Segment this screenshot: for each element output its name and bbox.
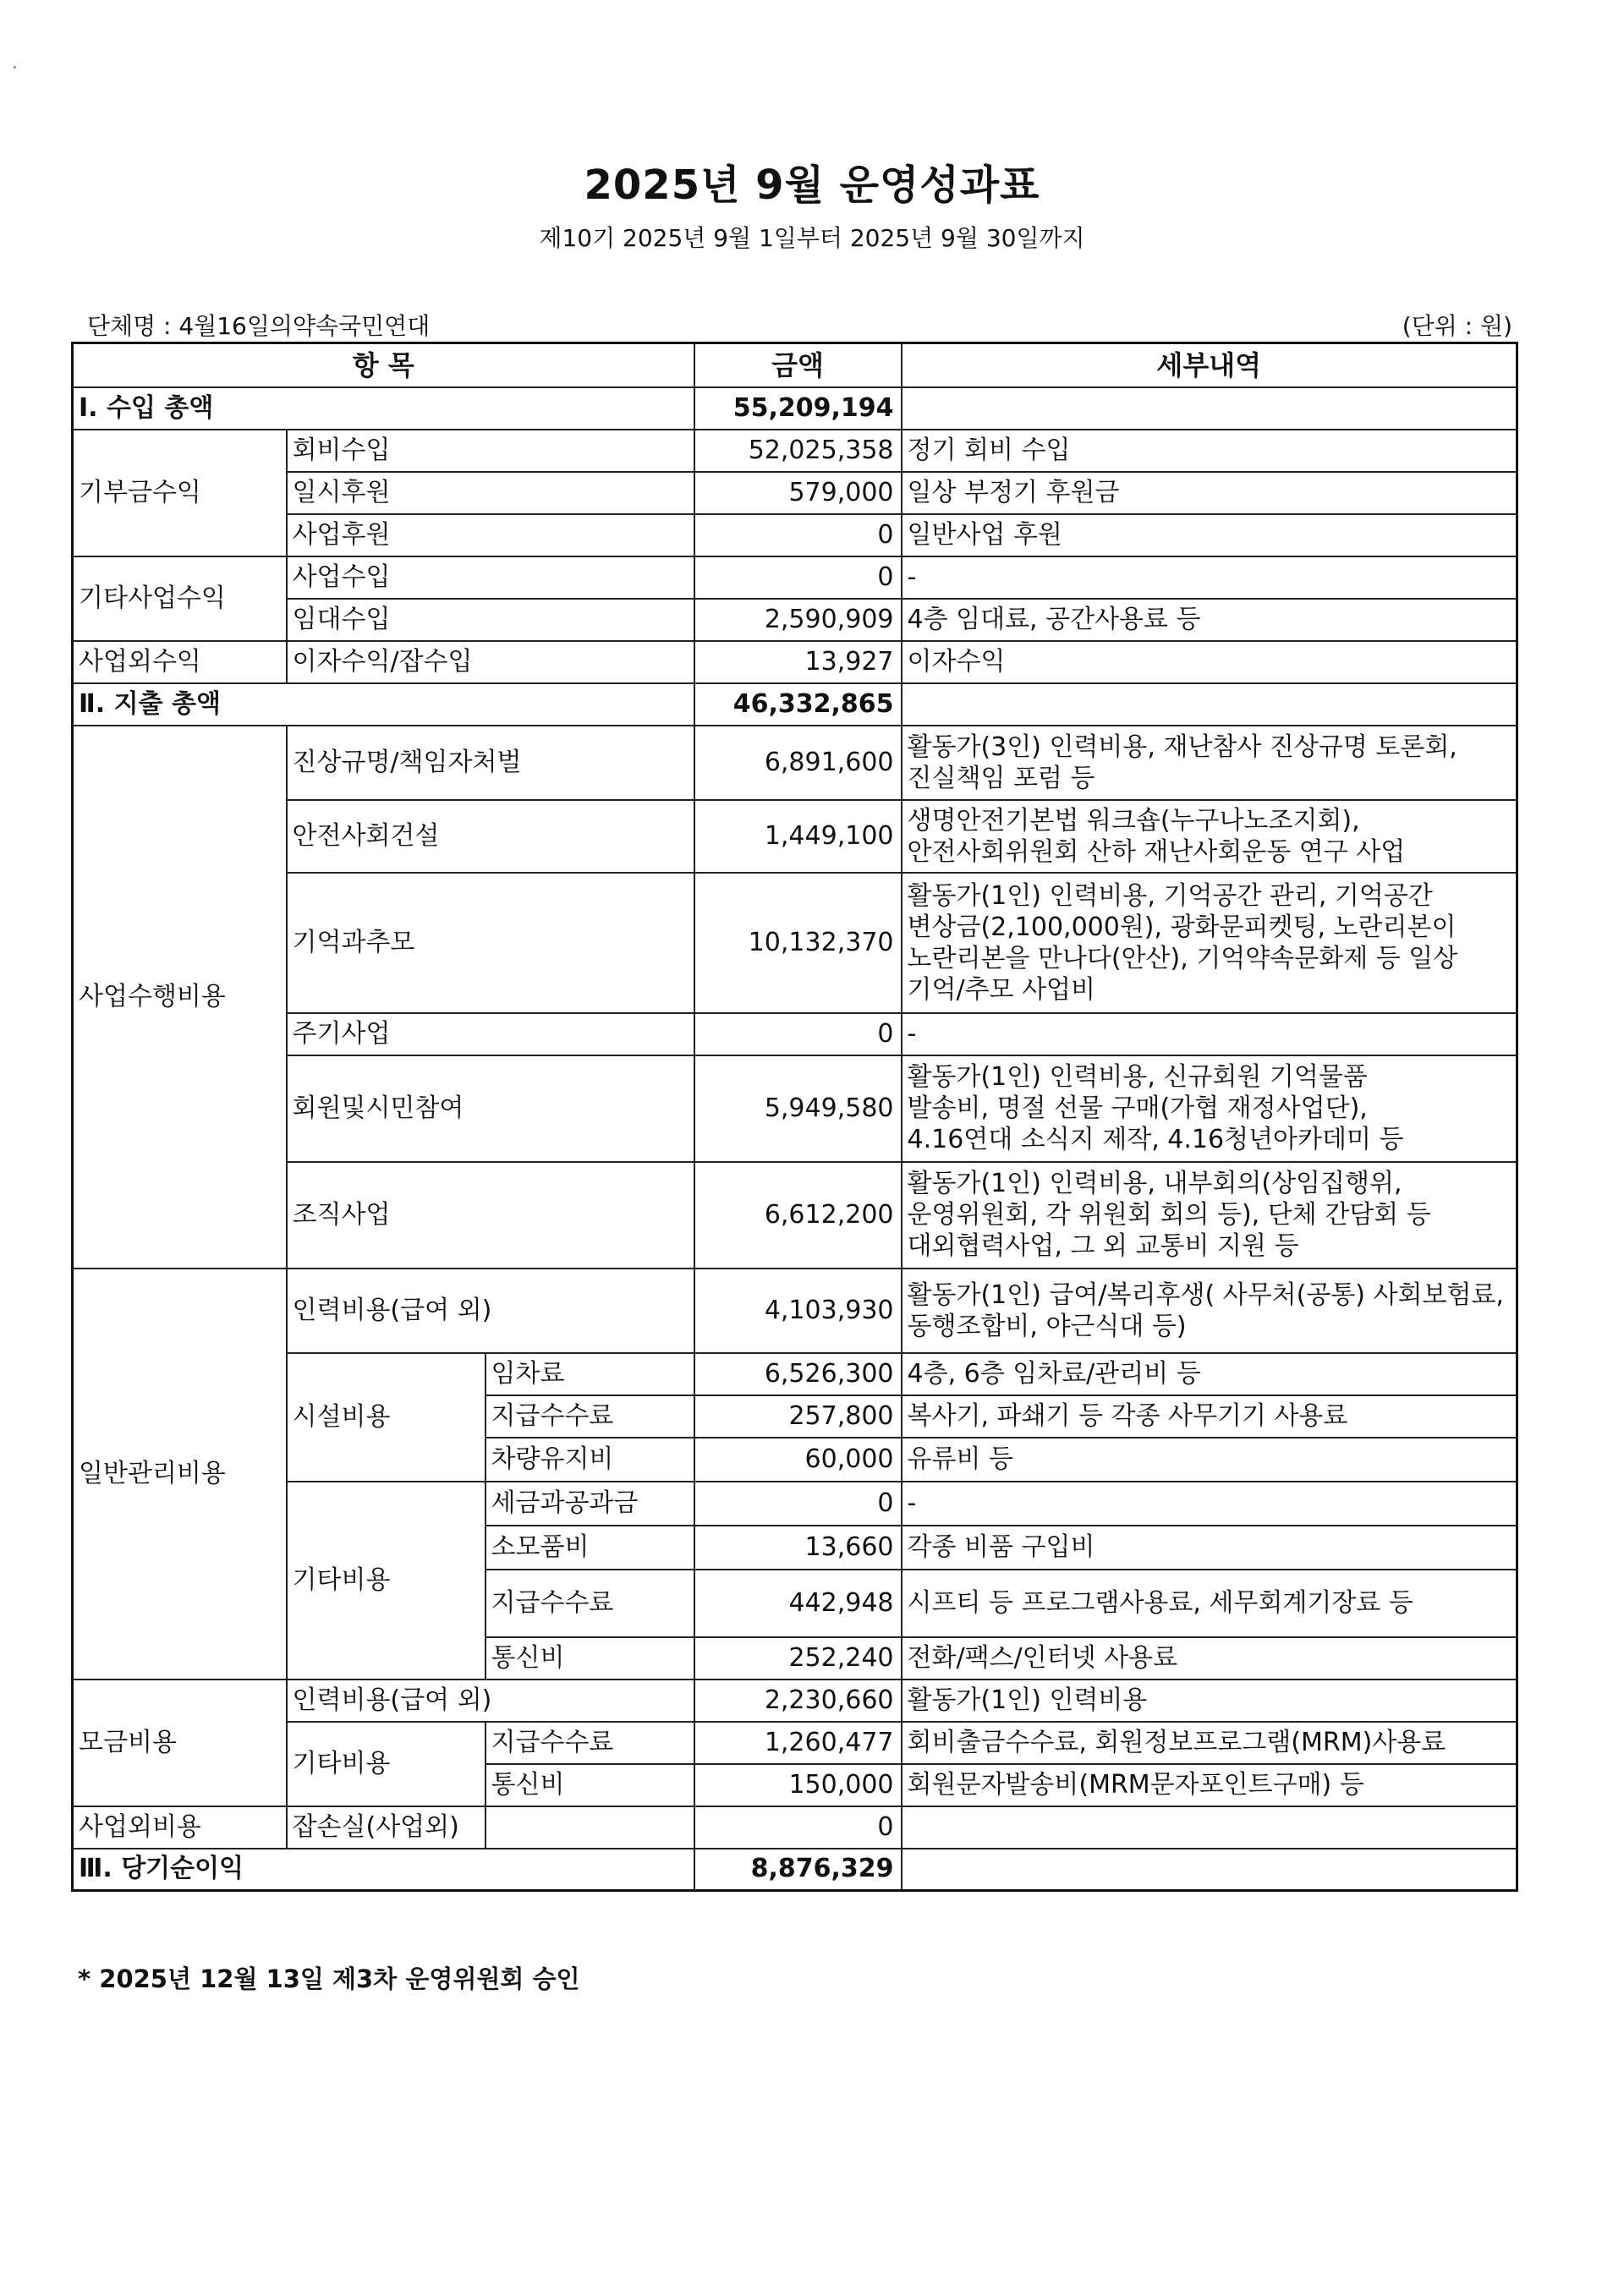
detail-cell <box>902 1162 1517 1269</box>
amount-cell: 60,000 <box>694 1438 902 1482</box>
detail-cell: 회비출금수수료, 회원정보프로그램(MRM)사용료 <box>902 1722 1517 1764</box>
table-row <box>73 599 1517 641</box>
item-label: 사업후원 <box>287 514 694 556</box>
net-income-row <box>73 1849 1517 1891</box>
detail-line: 발송비, 명절 선물 구매(가협 재정사업단), <box>907 1093 1368 1123</box>
amount-cell: 13,927 <box>694 641 902 683</box>
table-row <box>73 1806 1517 1849</box>
amount-cell: 2,230,660 <box>694 1680 902 1722</box>
detail-cell: 4층, 6층 임차료/관리비 등 <box>902 1353 1517 1395</box>
amount-cell: 1,260,477 <box>694 1722 902 1764</box>
item-label: 안전사회건설 <box>287 800 694 873</box>
table-row <box>73 472 1517 514</box>
item-label: 지급수수료 <box>486 1570 694 1637</box>
detail-line: 생명안전기본법 워크숍(누구나노조지회), <box>907 805 1360 836</box>
detail-cell <box>902 1269 1517 1353</box>
detail-line: 활동가(3인) 인력비용, 재난참사 진상규명 토론회, <box>907 732 1457 762</box>
item-label: 통신비 <box>486 1764 694 1806</box>
amount-cell: 13,660 <box>694 1526 902 1570</box>
page-title: 2025년 9월 운영성과표 <box>584 162 1040 209</box>
item-label: 소모품비 <box>486 1526 694 1570</box>
header-amount: 금액 <box>694 343 902 387</box>
group-label: 사업외비용 <box>73 1806 287 1849</box>
group-label: 사업수행비용 <box>73 726 287 1269</box>
detail-line: 동행조합비, 야근식대 등) <box>907 1311 1187 1341</box>
net-income-label: Ⅲ. 당기순이익 <box>73 1849 694 1891</box>
detail-line: 활동가(1인) 인력비용, 신규회원 기억물품 <box>907 1062 1368 1092</box>
subgroup-label: 시설비용 <box>287 1353 486 1482</box>
item-label: 잡손실(사업외) <box>287 1806 486 1849</box>
amount-cell: 5,949,580 <box>694 1055 902 1162</box>
detail-cell: 유류비 등 <box>902 1438 1517 1482</box>
detail-cell: - <box>902 1482 1517 1526</box>
item-label: 일시후원 <box>287 472 694 514</box>
detail-line: 활동가(1인) 인력비용, 기억공간 관리, 기억공간 <box>907 880 1433 911</box>
amount-cell: 6,891,600 <box>694 726 902 800</box>
amount-cell: 0 <box>694 1482 902 1526</box>
table-row <box>73 430 1517 472</box>
detail-cell: 회원문자발송비(MRM문자포인트구매) 등 <box>902 1764 1517 1806</box>
unit-label: (단위 : 원) <box>1402 312 1512 340</box>
table-row <box>73 873 1517 1013</box>
item-label: 통신비 <box>486 1637 694 1680</box>
net-income-amount: 8,876,329 <box>694 1849 902 1891</box>
table-row <box>73 1482 1517 1526</box>
amount-cell: 6,526,300 <box>694 1353 902 1395</box>
detail-line: 진실책임 포럼 등 <box>907 763 1095 793</box>
detail-cell: 시프티 등 프로그램사용료, 세무회계기장료 등 <box>902 1570 1517 1637</box>
amount-cell: 0 <box>694 556 902 599</box>
organization-label: 단체명 : 4월16일의약속국민연대 <box>87 312 431 340</box>
table-row <box>73 556 1517 599</box>
detail-cell: 이자수익 <box>902 641 1517 683</box>
detail-cell: - <box>902 556 1517 599</box>
item-label: 조직사업 <box>287 1162 694 1269</box>
detail-cell: 일상 부정기 후원금 <box>902 472 1517 514</box>
income-total-row <box>73 387 1517 430</box>
header-detail: 세부내역 <box>902 343 1517 387</box>
item-label: 회원및시민참여 <box>287 1055 694 1162</box>
detail-line: 활동가(1인) 인력비용, 내부회의(상임집행위, <box>907 1169 1402 1198</box>
detail-cell: - <box>902 1013 1517 1055</box>
detail-cell: 정기 회비 수입 <box>902 430 1517 472</box>
table-row <box>73 1013 1517 1055</box>
detail-cell <box>902 873 1517 1013</box>
item-label: 이자수익/잡수입 <box>287 641 694 683</box>
group-label: 일반관리비용 <box>73 1269 287 1680</box>
amount-cell: 442,948 <box>694 1570 902 1637</box>
amount-cell: 150,000 <box>694 1764 902 1806</box>
amount-cell: 1,449,100 <box>694 800 902 873</box>
group-label: 기타사업수익 <box>73 556 287 641</box>
amount-cell: 257,800 <box>694 1395 902 1438</box>
item-label: 세금과공과금 <box>486 1482 694 1526</box>
detail-line: 변상금(2,100,000원), 광화문피켓팅, 노란리본이 <box>907 912 1457 942</box>
detail-cell: 복사기, 파쇄기 등 각종 사무기기 사용료 <box>902 1395 1517 1438</box>
amount-cell: 10,132,370 <box>694 873 902 1013</box>
detail-line: 안전사회위원회 산하 재난사회운동 연구 사업 <box>907 836 1406 867</box>
amount-cell: 579,000 <box>694 472 902 514</box>
header-item: 항 목 <box>73 343 694 387</box>
detail-line: 운영위원회, 각 위원회 회의 등), 단체 간담회 등 <box>907 1200 1431 1230</box>
item-label: 임차료 <box>486 1353 694 1395</box>
amount-cell: 6,612,200 <box>694 1162 902 1269</box>
detail-line: 활동가(1인) 급여/복리후생( 사무처(공통) 사회보험료, <box>907 1280 1504 1310</box>
detail-line: 4.16연대 소식지 제작, 4.16청년아카데미 등 <box>907 1125 1404 1154</box>
scan-mark <box>14 66 16 68</box>
item-label: 진상규명/책임자처벌 <box>287 726 694 800</box>
amount-cell: 0 <box>694 1013 902 1055</box>
table-row <box>73 1269 1517 1353</box>
table-row <box>73 1353 1517 1395</box>
detail-cell <box>902 1055 1517 1162</box>
item-label: 회비수입 <box>287 430 694 472</box>
table-header-row <box>73 343 1517 387</box>
detail-cell: 전화/팩스/인터넷 사용료 <box>902 1637 1517 1680</box>
expense-total-row <box>73 683 1517 726</box>
group-label: 사업외수익 <box>73 641 287 683</box>
detail-line: 노란리본을 만나다(안산), 기억약속문화제 등 일상 <box>907 943 1458 973</box>
amount-cell: 2,590,909 <box>694 599 902 641</box>
approval-footnote: * 2025년 12월 13일 제3차 운영위원회 승인 <box>78 1964 580 1993</box>
page-subtitle: 제10기 2025년 9월 1일부터 2025년 9월 30일까지 <box>539 224 1085 252</box>
table-row <box>73 1680 1517 1722</box>
income-total-label: Ⅰ. 수입 총액 <box>73 387 694 430</box>
amount-cell: 4,103,930 <box>694 1269 902 1353</box>
item-label: 지급수수료 <box>486 1395 694 1438</box>
expense-total-label: Ⅱ. 지출 총액 <box>73 683 694 726</box>
detail-cell: 4층 임대료, 공간사용료 등 <box>902 599 1517 641</box>
detail-cell: 각종 비품 구입비 <box>902 1526 1517 1570</box>
table-row <box>73 800 1517 873</box>
group-label: 모금비용 <box>73 1680 287 1806</box>
group-label: 기부금수익 <box>73 430 287 556</box>
item-label: 인력비용(급여 외) <box>287 1269 694 1353</box>
table-row <box>73 1162 1517 1269</box>
item-label: 기억과추모 <box>287 873 694 1013</box>
item-label: 인력비용(급여 외) <box>287 1680 694 1722</box>
expense-total-amount: 46,332,865 <box>694 683 902 726</box>
operating-results-table <box>71 342 1518 1892</box>
table-row <box>73 726 1517 800</box>
detail-line: 대외협력사업, 그 외 교통비 지원 등 <box>907 1231 1299 1261</box>
amount-cell: 52,025,358 <box>694 430 902 472</box>
item-label: 사업수입 <box>287 556 694 599</box>
detail-cell: 일반사업 후원 <box>902 514 1517 556</box>
subgroup-label: 기타비용 <box>287 1482 486 1680</box>
amount-cell: 252,240 <box>694 1637 902 1680</box>
table-row <box>73 641 1517 683</box>
item-label: 지급수수료 <box>486 1722 694 1764</box>
amount-cell: 0 <box>694 514 902 556</box>
item-label: 차량유지비 <box>486 1438 694 1482</box>
table-row <box>73 1722 1517 1764</box>
table-row <box>73 1055 1517 1162</box>
item-label: 임대수입 <box>287 599 694 641</box>
detail-cell <box>902 726 1517 800</box>
subgroup-label: 기타비용 <box>287 1722 486 1806</box>
item-label: 주기사업 <box>287 1013 694 1055</box>
detail-cell: 활동가(1인) 인력비용 <box>902 1680 1517 1722</box>
detail-line: 기억/추모 사업비 <box>907 974 1096 1005</box>
detail-cell <box>902 800 1517 873</box>
income-total-amount: 55,209,194 <box>694 387 902 430</box>
amount-cell: 0 <box>694 1806 902 1849</box>
table-row <box>73 514 1517 556</box>
